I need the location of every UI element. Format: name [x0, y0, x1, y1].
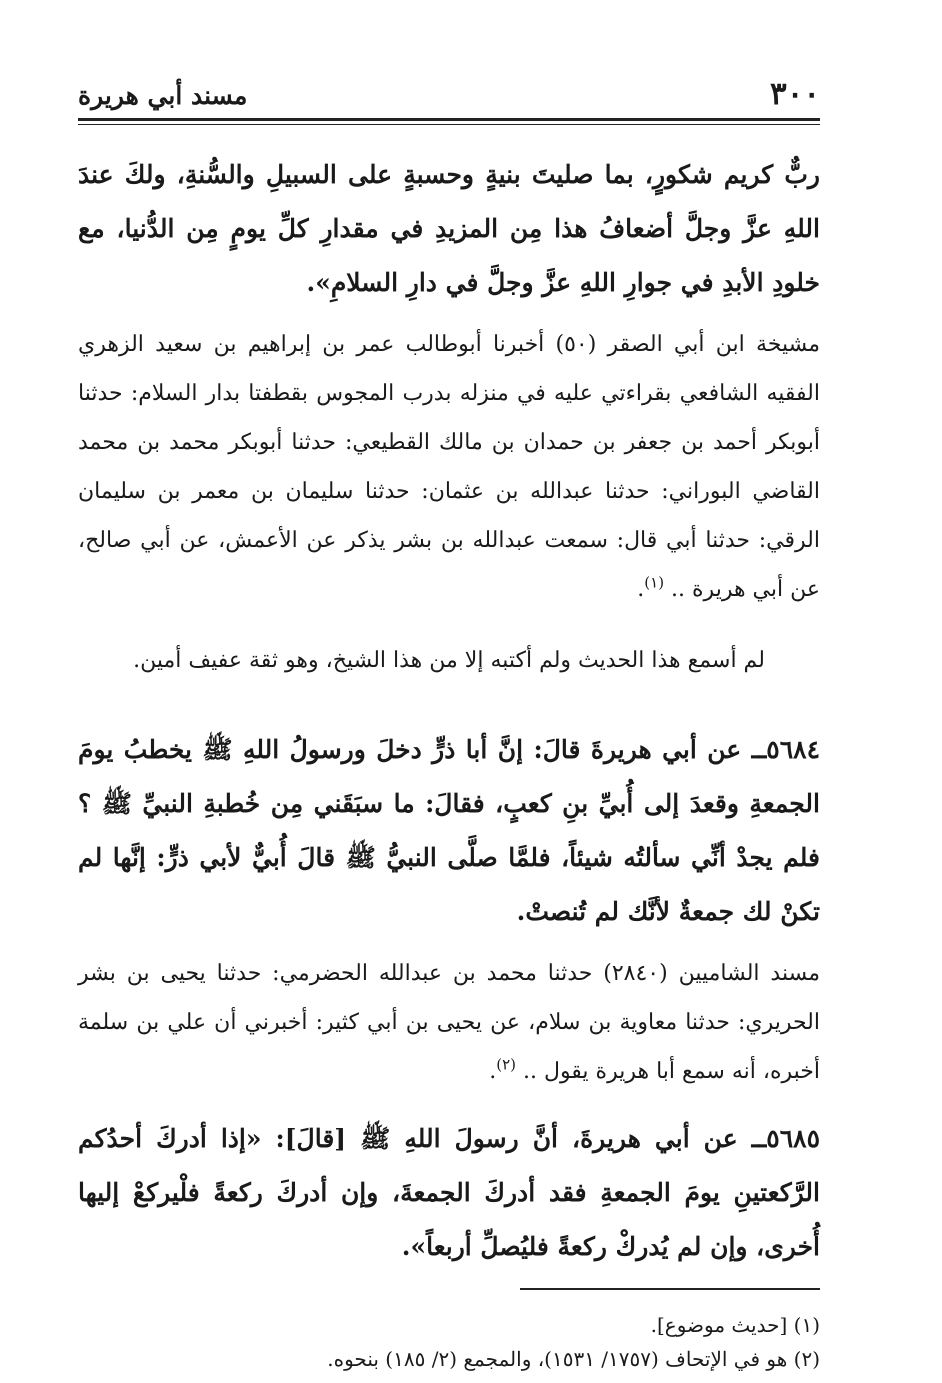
source-chain-paragraph	[78, 320, 820, 614]
hadith-5685: ٥٦٨٥ــ عن أبي هريرةَ، أنَّ رسولَ اللهِ ﷺ [قالَ]: «إذا أدركَ أحدُكم الرَّكعتينِ يومَ الجمعةِ فقد أدركَ الجمعةَ، وإن أدركَ ركعةً فلْيركعْ إليها أُخرى، وإن لم يُدركْ ركعةً فليُصلِّ أربعاً».	[78, 1124, 820, 1261]
footnote-separator	[520, 1288, 820, 1290]
page-body	[78, 148, 820, 1376]
running-title: مسند أبي هريرة	[78, 81, 248, 110]
page-header	[78, 70, 820, 120]
source-chain-text: مشيخة ابن أبي الصقر (٥٠) أخبرنا أبوطالب عمر بن إبراهيم بن سعيد الزهري الفقيه الشافعي بقراءتي عليه في منزله بدرب المجوس بقطفتا بدار السلام: حدثنا أبوبكر أحمد بن جعفر بن حمدان بن مالك القطيعي: حدثنا أبوبكر محمد بن محمد القاضي البوراني: حدثنا عبدالله بن عثمان: حدثنا سليمان بن معمر بن سليمان الرقي: حدثنا أبي قال: سمعت عبدالله بن بشر يذكر عن الأعمش، عن أبي صالح، عن أبي هريرة ..	[78, 332, 820, 602]
footnote-2: (٢) هو في الإتحاف (١٧٥٧/ ١٥٣١)، والمجمع (٢/ ١٨٥) بنحوه.	[327, 1347, 820, 1371]
footnote-1: (١) [حديث موضوع].	[650, 1313, 820, 1337]
footnote-marker[interactable]: (٢)	[496, 1055, 516, 1074]
page-number: ٣٠٠	[770, 76, 820, 112]
footnote-marker[interactable]: (١)	[644, 573, 665, 592]
source-chain-end: .	[489, 1059, 497, 1084]
source-chain-end: .	[637, 577, 645, 602]
hadith-5684: ٥٦٨٤ــ عن أبي هريرةَ قالَ: إنَّ أبا ذرٍّ دخلَ ورسولُ اللهِ ﷺ يخطبُ يومَ الجمعةِ وقعدَ إلى أُبيِّ بنِ كعبٍ، فقالَ: ما سبَقَني مِن خُطبةِ النبيِّ ﷺ ؟ فلم يجدْ أنِّي سألتُه شيئاً، فلمَّا صلَّى النبيُّ ﷺ قالَ أُبيٌّ لأبي ذرٍّ: إنَّها لم تكنْ لك جمعةٌ لأنَّك لم تُنصتْ.	[78, 735, 820, 926]
header-rule-thin	[78, 124, 820, 125]
source-chain-paragraph	[78, 949, 820, 1096]
author-note: لم أسمع هذا الحديث ولم أكتبه إلا من هذا الشيخ، وهو ثقة عفيف أمين.	[133, 648, 765, 673]
hadith-text-continuation: ربٌّ كريم شكورٍ، بما صليتَ بنيةٍ وحسبةٍ على السبيلِ والسُّنةِ، ولكَ عندَ اللهِ عزَّ وجلَّ أضعافُ هذا مِن المزيدِ في مقدارِ كلِّ يومٍ مِن الدُّنيا، مع خلودِ الأبدِ في جوارِ اللهِ عزَّ وجلَّ في دارِ السلامِ».	[78, 160, 820, 297]
book-page	[78, 70, 820, 1371]
header-rule-thick	[78, 118, 820, 121]
source-chain-text: مسند الشاميين (٢٨٤٠) حدثنا محمد بن عبدالله الحضرمي: حدثنا يحيى بن بشر الحريري: حدثنا معاوية بن سلام، عن يحيى بن أبي كثير: أخبرني أن علي بن سلمة أخبره، أنه سمع أبا هريرة يقول ..	[78, 961, 820, 1084]
